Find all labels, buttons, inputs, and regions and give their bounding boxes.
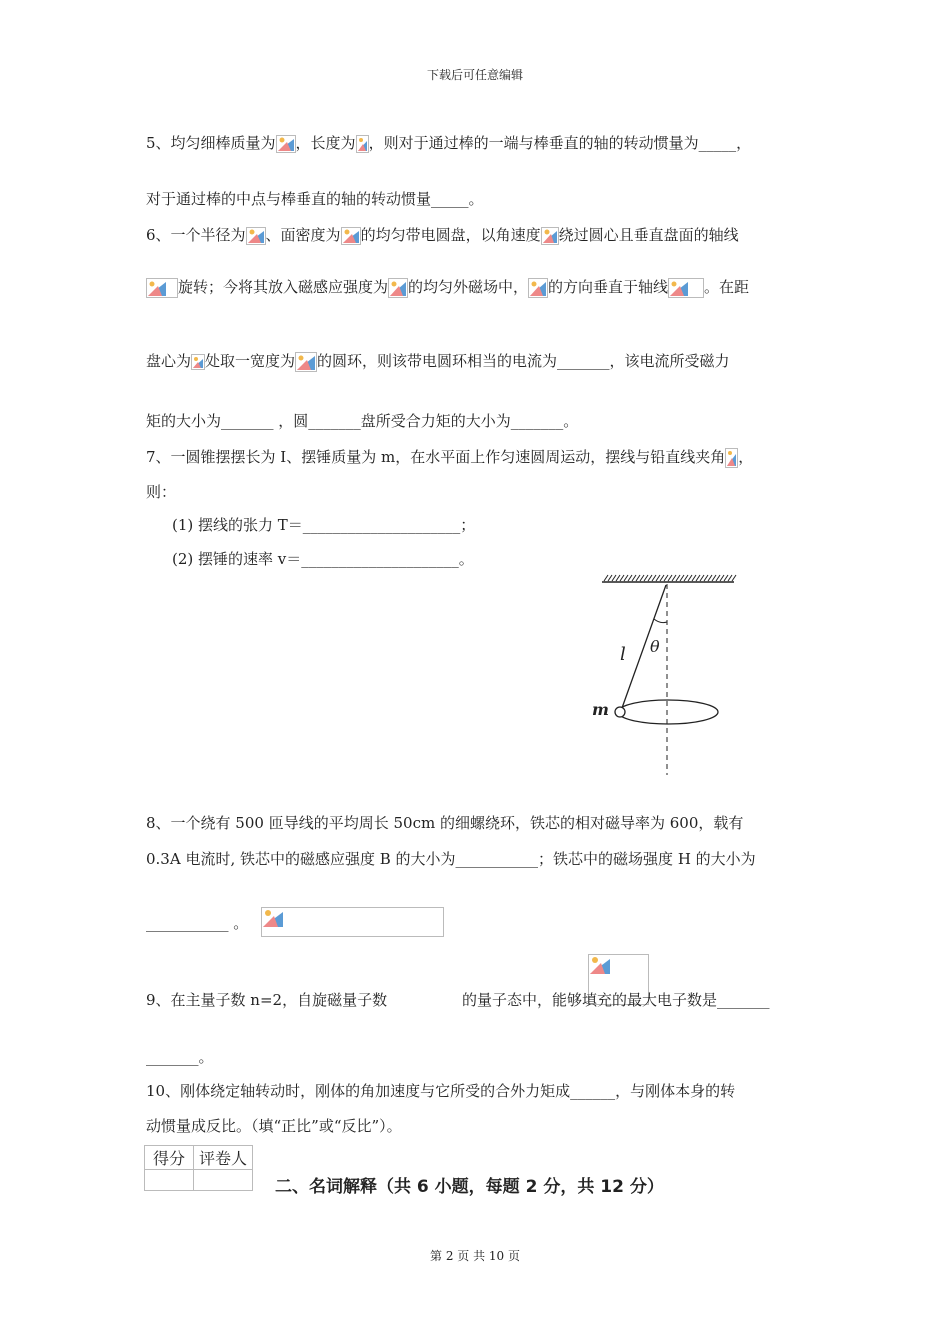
q6-text-b: 、面密度为 <box>265 226 341 244</box>
question-7-line-1 <box>146 446 753 468</box>
hatch-mark <box>704 575 708 581</box>
broken-image-icon <box>668 278 704 298</box>
hatch-mark <box>640 575 644 581</box>
hatch-mark <box>708 575 712 581</box>
question-9-line-2: _______。 <box>146 1048 214 1066</box>
question-7-line-2: 则： <box>146 483 177 501</box>
hatch-mark <box>676 575 680 581</box>
label-theta: θ <box>650 637 660 656</box>
hatch-mark <box>612 575 616 581</box>
hatch-mark <box>724 575 728 581</box>
question-10-line-1: 10、刚体绕定轴转动时，刚体的角加速度与它所受的合外力矩成______，与刚体本身的转 <box>146 1082 736 1100</box>
q7-text-a: 7、一圆锥摆摆长为 I、摆锤质量为 m，在水平面上作匀速圆周运动，摆线与铅直线夹角 <box>146 448 726 466</box>
broken-image-icon <box>295 352 317 372</box>
hatch-mark <box>660 575 664 581</box>
broken-image-icon <box>261 907 444 937</box>
broken-image-icon <box>246 227 266 245</box>
question-5-line-2: 对于通过棒的中点与棒垂直的轴的转动惯量_____。 <box>146 190 484 208</box>
score-header: 得分 <box>145 1146 194 1170</box>
hatch-mark <box>644 575 648 581</box>
page-header: 下载后可任意编辑 <box>426 68 523 82</box>
question-6-line-3 <box>146 350 730 372</box>
question-6-line-1 <box>146 224 739 245</box>
q5-text-b: ，长度为 <box>295 134 356 152</box>
q5-text-c: ，则对于通过棒的一端与棒垂直的轴的转动惯量为_____， <box>368 134 752 152</box>
label-l: l <box>620 644 626 665</box>
q6-text-h: 。在距 <box>704 278 750 296</box>
hatch-mark <box>656 575 660 581</box>
hatch-mark <box>700 575 704 581</box>
question-6-line-4: 矩的大小为_______ ，圆_______盘所受合力矩的大小为_______。 <box>146 412 579 430</box>
q6-text-j: 处取一宽度为 <box>205 352 296 370</box>
hatch-mark <box>628 575 632 581</box>
hatch-mark <box>668 575 672 581</box>
q6-text-e: 旋转；今将其放入磁感应强度为 <box>178 278 389 296</box>
broken-image-icon <box>388 278 408 298</box>
hatch-mark <box>712 575 716 581</box>
q6-text-c: 的均匀带电圆盘，以角速度 <box>360 226 541 244</box>
hatch-mark <box>684 575 688 581</box>
broken-image-icon <box>541 227 559 245</box>
question-7-sub-2: (2) 摆锤的速率 v＝_____________________。 <box>172 550 474 568</box>
question-7-sub-1: (1) 摆线的张力 T＝_____________________； <box>172 516 476 534</box>
hatch-mark <box>608 575 612 581</box>
q6-text-d: 绕过圆心且垂直盘面的轴线 <box>558 226 739 244</box>
broken-image-icon <box>341 227 361 245</box>
hatch-mark <box>716 575 720 581</box>
hatch-mark <box>720 575 724 581</box>
conical-pendulum-figure <box>590 570 750 780</box>
hatch-mark <box>664 575 668 581</box>
label-m: m <box>592 700 609 719</box>
pendulum-bob <box>615 707 625 717</box>
hatch-mark <box>728 575 732 581</box>
broken-image-icon <box>356 135 369 153</box>
hatch-mark <box>688 575 692 581</box>
question-9-line-1b: 的量子态中，能够填充的最大电子数是_______ <box>462 991 770 1009</box>
broken-image-icon <box>725 448 738 468</box>
score-table <box>144 1145 253 1191</box>
q6-text-i: 盘心为 <box>146 352 192 370</box>
question-8-line-3: ___________ 。 <box>146 914 249 932</box>
hatch-mark <box>680 575 684 581</box>
hatch-mark <box>692 575 696 581</box>
hatch-mark <box>672 575 676 581</box>
grader-cell[interactable] <box>194 1170 253 1191</box>
q6-text-a: 6、一个半径为 <box>146 226 246 244</box>
hatch-mark <box>604 575 608 581</box>
q7-text-b: ， <box>738 448 754 466</box>
score-cell[interactable] <box>145 1170 194 1191</box>
question-8-line-2: 0.3A 电流时, 铁芯中的磁感应强度 B 的大小为___________；铁芯中的磁场强度 H 的大小为 <box>146 850 756 868</box>
q6-text-k: 的圆环，则该带电圆环相当的电流为_______，该电流所受磁力 <box>317 352 730 370</box>
grader-header: 评卷人 <box>194 1146 253 1170</box>
hatch-mark <box>636 575 640 581</box>
hatch-mark <box>648 575 652 581</box>
hatch-mark <box>632 575 636 581</box>
circular-orbit <box>618 700 718 724</box>
question-10-line-2: 动惯量成反比。（填“正比”或“反比”）。 <box>146 1117 402 1135</box>
hatch-mark <box>620 575 624 581</box>
question-6-line-2 <box>146 276 749 298</box>
broken-image-icon <box>146 278 178 298</box>
hatch-mark <box>624 575 628 581</box>
question-8-line-1: 8、一个绕有 500 匝导线的平均周长 50cm 的细螺绕环，铁芯的相对磁导率为 600，载有 <box>146 814 744 832</box>
hatch-mark <box>616 575 620 581</box>
q6-text-f: 的均匀外磁场中， <box>408 278 529 296</box>
question-9-line-1a: 9、在主量子数 n=2，自旋磁量子数 <box>146 991 388 1009</box>
page-footer: 第 2 页 共 10 页 <box>430 1249 520 1263</box>
hatch-mark <box>696 575 700 581</box>
hatch-mark <box>652 575 656 581</box>
section-2-title: 二、名词解释（共 6 小题，每题 2 分，共 12 分） <box>275 1177 664 1197</box>
q6-text-g: 的方向垂直于轴线 <box>548 278 669 296</box>
broken-image-icon <box>528 278 548 298</box>
broken-image-icon <box>191 354 205 370</box>
ceiling-hatch <box>604 575 736 581</box>
hatch-mark <box>732 575 736 581</box>
broken-image-icon <box>276 135 296 153</box>
angle-arc <box>654 619 667 623</box>
q5-text-a: 5、均匀细棒质量为 <box>146 134 276 152</box>
question-5-line-1 <box>146 132 751 153</box>
